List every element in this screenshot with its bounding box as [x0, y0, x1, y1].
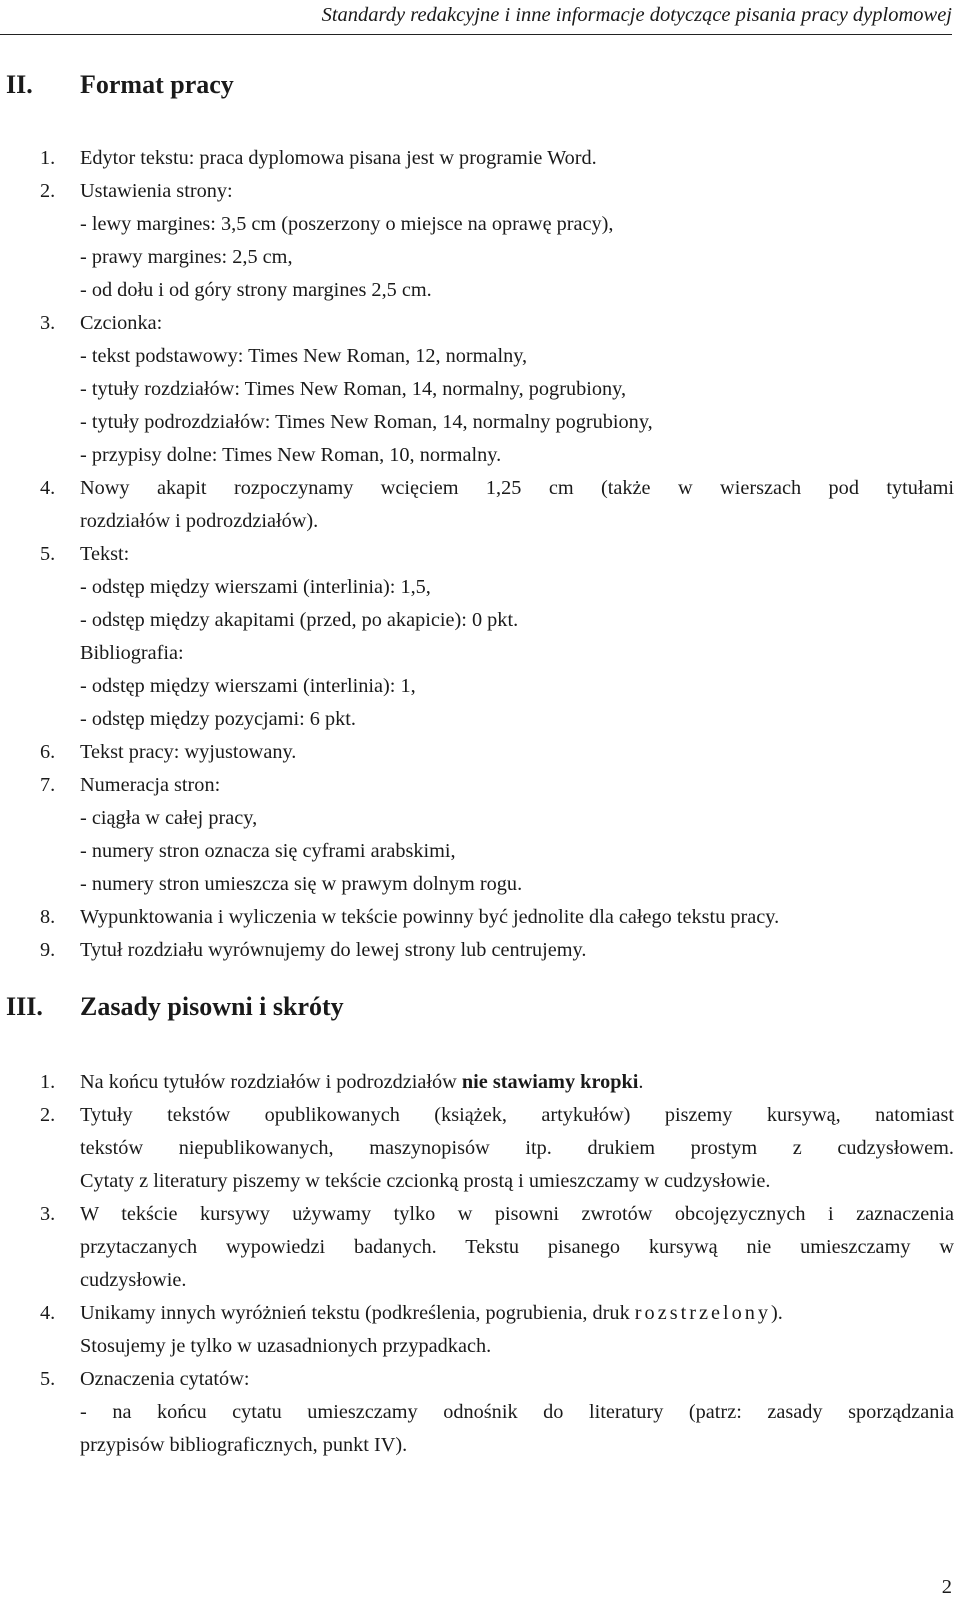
section-heading-format: [0, 70, 960, 110]
item-line: - na końcu cytatu umieszczamy odnośnik do literatury (patrz: zasady sporządzania: [80, 1401, 954, 1423]
item-line: - tytuły rozdziałów: Times New Roman, 14, normalny, pogrubiony,: [80, 378, 627, 400]
list-item: [0, 142, 960, 175]
spelling-list: [0, 1066, 960, 1462]
item-number: 3.: [40, 1203, 56, 1225]
list-item: [0, 1099, 960, 1198]
item-line: Ustawienia strony:: [80, 180, 233, 202]
item-line: - numery stron oznacza się cyframi arabskimi,: [80, 840, 456, 862]
item-spaced-text: rozstrzelony: [634, 1302, 772, 1324]
item-line: cudzysłowie.: [80, 1269, 187, 1291]
item-line: Czcionka:: [80, 312, 163, 334]
item-line: Edytor tekstu: praca dyplomowa pisana jest w programie Word.: [80, 147, 597, 169]
item-number: 9.: [40, 939, 56, 961]
list-item: [0, 307, 960, 472]
item-line: W tekście kursywy używamy tylko w pisowni zwrotów obcojęzycznych i zaznaczenia: [80, 1203, 954, 1225]
item-line: Tekst:: [80, 543, 130, 565]
item-line: - lewy margines: 3,5 cm (poszerzony o miejsce na oprawę pracy),: [80, 213, 614, 235]
item-line: - od dołu i od góry strony margines 2,5 cm.: [80, 279, 432, 301]
item-number: 1.: [40, 147, 56, 169]
section-number: II.: [6, 70, 33, 99]
item-number: 4.: [40, 1302, 56, 1324]
item-text: Na końcu tytułów rozdziałów i podrozdziałów: [80, 1071, 462, 1093]
item-line: - tekst podstawowy: Times New Roman, 12, normalny,: [80, 345, 528, 367]
list-item: [0, 538, 960, 736]
item-number: 2.: [40, 1104, 56, 1126]
item-line: [80, 1066, 954, 1099]
item-line: [80, 1297, 954, 1330]
section-number: III.: [6, 992, 43, 1021]
item-number: 5.: [40, 543, 56, 565]
running-header: Standardy redakcyjne i inne informacje dotyczące pisania pracy dyplomowej: [321, 4, 952, 26]
item-number: 8.: [40, 906, 56, 928]
list-item: [0, 1198, 960, 1297]
item-line: tekstów niepublikowanych, maszynopisów itp. drukiem prostym z cudzysłowem.: [80, 1137, 954, 1159]
item-line: Tytuł rozdziału wyrównujemy do lewej strony lub centrujemy.: [80, 939, 587, 961]
section-heading-spelling: [0, 992, 960, 1032]
page-number: 2: [941, 1576, 952, 1598]
item-line: - odstęp między akapitami (przed, po akapicie): 0 pkt.: [80, 609, 519, 631]
list-item: [0, 736, 960, 769]
item-line: Bibliografia:: [80, 642, 184, 664]
format-list: [0, 142, 960, 967]
item-line: - przypisy dolne: Times New Roman, 10, normalny.: [80, 444, 502, 466]
item-line: - prawy margines: 2,5 cm,: [80, 246, 293, 268]
item-line: Numeracja stron:: [80, 774, 221, 796]
item-line: Stosujemy je tylko w uzasadnionych przypadkach.: [80, 1335, 492, 1357]
item-text: Unikamy innych wyróżnień tekstu (podkreślenia, pogrubienia, druk: [80, 1302, 635, 1324]
item-number: 4.: [40, 477, 56, 499]
item-line: Nowy akapit rozpoczynamy wcięciem 1,25 cm (także w wierszach pod tytułami: [80, 477, 954, 499]
item-line: przypisów bibliograficznych, punkt IV).: [80, 1434, 408, 1456]
list-item: [0, 175, 960, 307]
header-rule: [0, 34, 952, 35]
section-title: Zasady pisowni i skróty: [80, 992, 344, 1021]
item-line: - odstęp między pozycjami: 6 pkt.: [80, 708, 356, 730]
list-item: [0, 472, 960, 538]
item-line: Oznaczenia cytatów:: [80, 1368, 250, 1390]
item-text: ).: [771, 1302, 783, 1324]
section-title: Format pracy: [80, 70, 234, 99]
item-number: 6.: [40, 741, 56, 763]
list-item: [0, 769, 960, 901]
item-bold-text: nie stawiamy kropki: [461, 1071, 639, 1093]
list-item: [0, 1363, 960, 1462]
list-item: [0, 934, 960, 967]
item-line: Tytuły tekstów opublikowanych (książek, artykułów) piszemy kursywą, natomiast: [80, 1104, 954, 1126]
item-line: - ciągła w całej pracy,: [80, 807, 258, 829]
item-line: Cytaty z literatury piszemy w tekście czcionką prostą i umieszczamy w cudzysłowie.: [80, 1170, 771, 1192]
item-line: Wypunktowania i wyliczenia w tekście powinny być jednolite dla całego tekstu pracy.: [80, 906, 780, 928]
item-line: - odstęp między wierszami (interlinia): 1,: [80, 675, 416, 697]
item-number: 1.: [40, 1071, 56, 1093]
item-line: - tytuły podrozdziałów: Times New Roman, 14, normalny pogrubiony,: [80, 411, 653, 433]
item-line: rozdziałów i podrozdziałów).: [80, 510, 319, 532]
item-line: przytaczanych wypowiedzi badanych. Tekstu pisanego kursywą nie umieszczamy w: [80, 1236, 954, 1258]
list-item: [0, 1297, 960, 1363]
item-text: .: [638, 1071, 644, 1093]
item-line: Tekst pracy: wyjustowany.: [80, 741, 297, 763]
list-item: [0, 901, 960, 934]
item-number: 5.: [40, 1368, 56, 1390]
item-number: 7.: [40, 774, 56, 796]
item-line: - numery stron umieszcza się w prawym dolnym rogu.: [80, 873, 523, 895]
list-item: [0, 1066, 960, 1099]
item-number: 3.: [40, 312, 56, 334]
item-line: - odstęp między wierszami (interlinia): 1,5,: [80, 576, 431, 598]
item-number: 2.: [40, 180, 56, 202]
